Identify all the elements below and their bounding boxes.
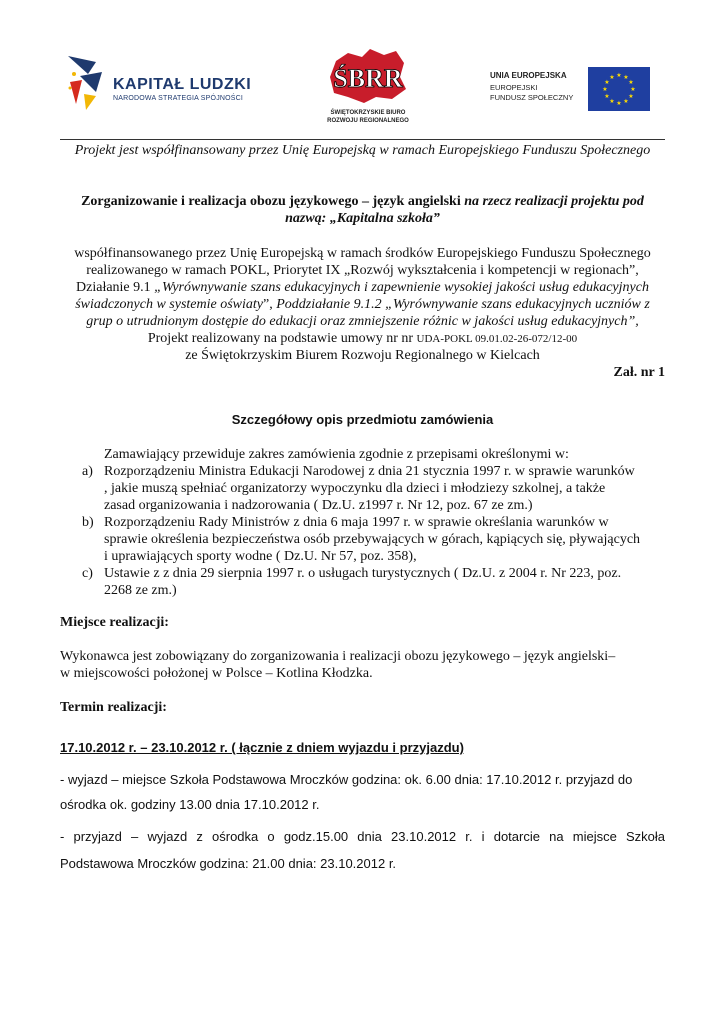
return-line-1: - przyjazd – wyjazd z ośrodka o godz.15.00 dnia 23.10.2012 r. i dotarcie na miejsce Szkoła <box>60 829 665 844</box>
list-item-a-line: , jakie muszą spełniać organizatorzy wypoczynku dla dzieci i młodziezy szkolnej, a także <box>104 481 606 496</box>
svg-text:★: ★ <box>623 98 629 105</box>
list-mark-a: a) <box>82 464 93 479</box>
intro-line-3b: „Wyrównywanie szans edukacyjnych i zapewnienie wysokiej jakości usług edukacyjnych <box>154 280 649 295</box>
contract-number: UDA-POKL 09.01.02-26-072/12-00 <box>416 333 578 345</box>
intro-line-4 <box>40 296 685 313</box>
header-divider <box>60 139 665 140</box>
eu-line-2: EUROPEJSKI <box>490 83 538 92</box>
svg-text:★: ★ <box>609 74 615 81</box>
svg-text:★: ★ <box>604 79 610 86</box>
return-line-2: Podstawowa Mroczków godzina: 21.00 dnia: 23.10.2012 r. <box>60 856 397 871</box>
kapital-ludzki-subtitle: NARODOWA STRATEGIA SPÓJNOŚCI <box>113 95 244 102</box>
svg-text:★: ★ <box>609 98 615 105</box>
list-mark-c: c) <box>82 566 93 581</box>
list-item-b-line: i uprawiających sporty wodne ( Dz.U. Nr 57, poz. 358), <box>104 549 417 564</box>
departure-line-1: - wyjazd – miejsce Szkoła Podstawowa Mroczków godzina: ok. 6.00 dnia: 17.10.2012 r. przyjazd do <box>60 772 633 787</box>
intro-line-5: grup o utrudnionym dostępie do edukacji oraz zmniejszenie różnic w jakości usług edukacyjnych”, <box>86 314 639 329</box>
section-title: Szczegółowy opis przedmiotu zamówienia <box>231 412 494 427</box>
intro-line-4b: ”, <box>263 297 277 312</box>
kapital-ludzki-emblem-icon <box>66 52 106 112</box>
lead-text: Zamawiający przewiduje zakres zamówienia zgodnie z przepisami określonymi w: <box>104 447 569 462</box>
list-item-b <box>82 514 666 565</box>
cofinanced-note: Projekt jest współfinansowany przez Unię Europejską w ramach Europejskiego Funduszu Społecznego <box>74 143 651 158</box>
intro-line-1: współfinansowanego przez Unię Europejską w ramach środków Europejskiego Funduszu Społecznego <box>74 246 651 261</box>
eu-flag-icon <box>588 67 650 111</box>
sbrr-subtitle-2: ROZWOJU REGIONALNEGO <box>327 118 409 124</box>
kapital-ludzki-title: KAPITAŁ LUDZKI <box>113 76 252 93</box>
sbrr-subtitle-1: ŚWIĘTOKRZYSKIE BIURO <box>330 110 406 116</box>
term-dates: 17.10.2012 r. – 23.10.2012 r. ( łącznie z dniem wyjazdu i przyjazdu) <box>60 740 464 755</box>
intro-line-2: realizowanego w ramach POKL, Priorytet IX „Rozwój wykształcenia i kompetencji w regionach”, <box>86 263 639 278</box>
sbrr-name: ŚBRR <box>333 64 403 93</box>
svg-text:★: ★ <box>630 86 636 93</box>
title-italic: na rzecz realizacji projektu pod <box>460 194 644 209</box>
list-item-c-line: Ustawie z z dnia 29 sierpnia 1997 r. o usługach turystycznych ( Dz.U. z 2004 r. Nr 223, poz. <box>104 566 622 581</box>
svg-text:★: ★ <box>602 86 608 93</box>
term-heading: Termin realizacji: <box>60 700 167 715</box>
list-mark-b: b) <box>82 515 94 530</box>
svg-text:★: ★ <box>604 93 610 100</box>
place-line-1: Wykonawca jest zobowiązany do zorganizowania i realizacji obozu językowego – język angielski– <box>60 649 616 664</box>
title-line-2: nazwą: „Kapitalna szkoła” <box>285 211 440 226</box>
sbrr-emblem-icon <box>318 47 418 105</box>
intro-line-6a: Projekt realizowany na podstawie umowy nr nr <box>147 331 417 346</box>
svg-text:★: ★ <box>628 79 634 86</box>
departure-line-2: ośrodka ok. godziny 13.00 dnia 17.10.2012 r. <box>60 797 320 812</box>
list-item-c-line: 2268 ze zm.) <box>104 583 177 598</box>
eu-line-3: FUNDUSZ SPOŁECZNY <box>490 93 574 102</box>
title-bold: Zorganizowanie i realizacja obozu językowego – język angielski <box>81 194 461 209</box>
document-title <box>40 193 685 210</box>
kapital-ludzki-logo <box>66 52 252 116</box>
list-item-b-line: sprawie określenia bezpieczeństwa osób przebywających w górach, kąpiących się, pływających <box>104 532 641 547</box>
header-logos <box>0 0 725 135</box>
intro-line-3a: Działanie 9.1 <box>76 280 155 295</box>
list-item-a-line: Rozporządzeniu Ministra Edukacji Narodowej z dnia 21 stycznia 1997 r. w sprawie warunków <box>104 464 635 479</box>
list-item-c <box>82 565 666 599</box>
svg-text:★: ★ <box>616 72 622 79</box>
list-item-a-line: zasad organizowania i nadzorowania ( Dz.U. z1997 r. Nr 12, poz. 67 ze zm.) <box>104 498 533 513</box>
list-item-b-line: Rozporządzeniu Rady Ministrów z dnia 6 maja 1997 r. w sprawie określania warunków w <box>104 515 609 530</box>
attachment-label: Zał. nr 1 <box>613 365 665 380</box>
svg-text:★: ★ <box>623 74 629 81</box>
intro-line-7: ze Świętokrzyskim Biurem Rozwoju Regionalnego w Kielcach <box>185 348 540 363</box>
intro-line-6 <box>40 330 685 348</box>
place-line-2: w miejscowości położonej w Polsce – Kotlina Kłodzka. <box>60 666 373 681</box>
eu-line-1: UNIA EUROPEJSKA <box>490 71 567 80</box>
place-heading: Miejsce realizacji: <box>60 615 169 630</box>
eu-logo <box>490 65 665 113</box>
list-item-a <box>82 463 666 514</box>
intro-line-3 <box>40 279 685 296</box>
intro-line-4a: świadczonych w systemie oświaty <box>75 297 264 312</box>
intro-line-4c: Poddziałanie 9.1.2 „Wyrównywanie szans edukacyjnych uczniów z <box>276 297 650 312</box>
svg-text:★: ★ <box>616 100 622 107</box>
svg-text:★: ★ <box>628 93 634 100</box>
sbrr-logo <box>318 47 418 129</box>
